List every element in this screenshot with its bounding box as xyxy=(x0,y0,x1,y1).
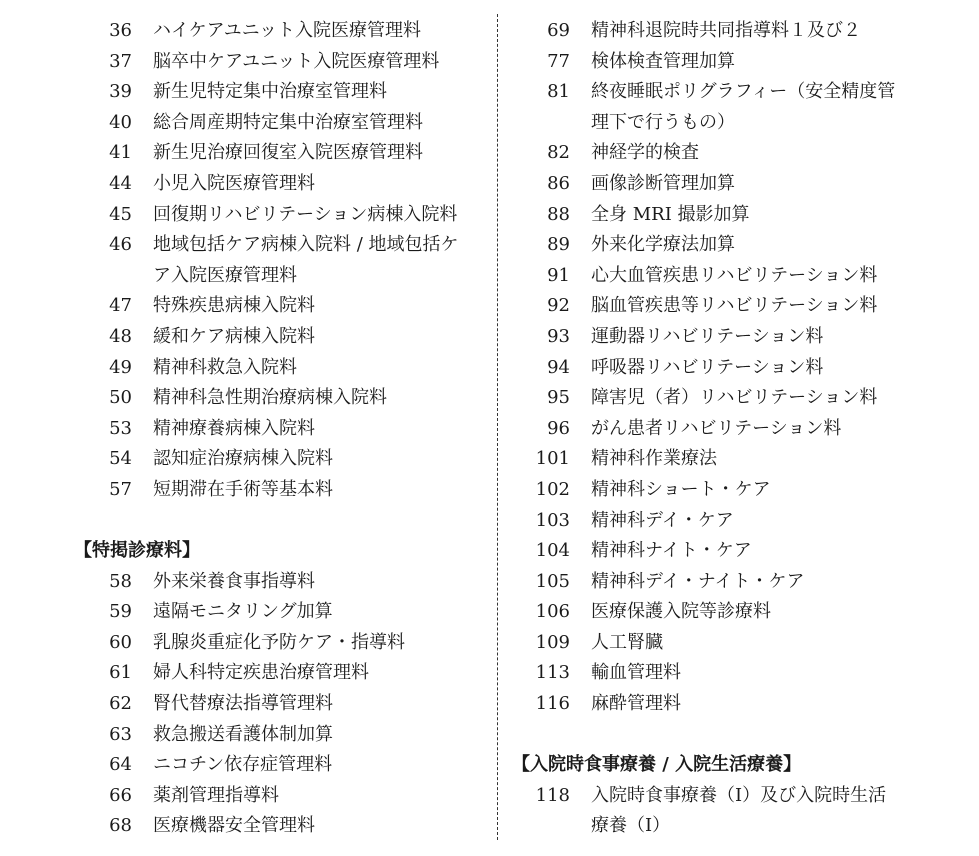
list-item xyxy=(512,628,952,659)
spacer xyxy=(74,506,494,537)
item-number: 53 xyxy=(109,417,132,439)
left-list-a xyxy=(74,16,494,506)
right-column xyxy=(512,16,952,842)
list-item xyxy=(512,322,952,353)
item-label: 精神療養病棟入院料 xyxy=(153,417,315,439)
item-number: 58 xyxy=(109,570,132,592)
list-item xyxy=(74,414,494,445)
item-label: 地域包括ケア病棟入院料 / 地域包括ケ xyxy=(153,234,459,256)
item-number: 37 xyxy=(109,50,132,72)
item-number: 49 xyxy=(109,356,132,378)
list-item xyxy=(74,597,494,628)
item-number: 69 xyxy=(547,20,570,41)
list-item xyxy=(512,261,952,292)
item-label: 精神科デイ・ナイト・ケア xyxy=(591,570,805,592)
item-label: ハイケアユニット入院医療管理料 xyxy=(153,20,422,41)
left-list-b xyxy=(74,567,494,842)
list-item xyxy=(512,200,952,231)
item-label: 婦人科特定疾患治療管理料 xyxy=(153,662,369,684)
item-number: 36 xyxy=(109,20,132,41)
item-label: 輸血管理料 xyxy=(591,662,681,684)
item-number: 68 xyxy=(109,815,132,837)
item-number: 46 xyxy=(109,234,132,256)
section-heading-nyuin-shokuji: 【入院時食事療養 / 入院生活療養】 xyxy=(512,754,802,776)
item-label: 障害児（者）リハビリテーション料 xyxy=(591,387,878,409)
item-label: 人工腎臓 xyxy=(591,631,663,653)
list-item xyxy=(74,444,494,475)
item-label: 精神科デイ・ケア xyxy=(591,509,734,531)
list-item xyxy=(74,811,494,842)
right-list-a xyxy=(512,16,952,720)
item-label-continuation: ア入院医療管理料 xyxy=(153,264,297,286)
item-label: 精神科急性期治療病棟入院料 xyxy=(153,387,387,409)
list-item xyxy=(512,47,952,78)
item-number: 105 xyxy=(535,570,570,592)
item-label: 認知症治療病棟入院料 xyxy=(153,448,333,470)
list-item xyxy=(74,689,494,720)
list-item xyxy=(74,16,494,47)
item-number: 93 xyxy=(547,325,570,347)
column-divider xyxy=(497,14,498,840)
item-label-continuation: 療養（Ⅰ） xyxy=(591,815,671,837)
list-item xyxy=(512,444,952,475)
item-label: 短期滞在手術等基本料 xyxy=(153,478,333,500)
list-item xyxy=(512,597,952,628)
item-label: 薬剤管理指導料 xyxy=(153,784,279,806)
item-label: 精神科救急入院料 xyxy=(153,356,297,378)
list-item xyxy=(512,230,952,261)
list-item xyxy=(74,47,494,78)
item-number: 103 xyxy=(535,509,570,531)
item-label: 精神科ショート・ケア xyxy=(591,478,771,500)
item-label: 終夜睡眠ポリグラフィー（安全精度管 xyxy=(591,81,896,103)
item-label: 総合周産期特定集中治療室管理料 xyxy=(153,111,423,133)
list-item xyxy=(512,475,952,506)
item-label: 遠隔モニタリング加算 xyxy=(153,601,333,623)
list-item xyxy=(74,567,494,598)
item-label: 検体検査管理加算 xyxy=(591,50,735,72)
item-label: 入院時食事療養（Ⅰ）及び入院時生活 xyxy=(591,784,887,806)
list-item xyxy=(74,720,494,751)
item-number: 96 xyxy=(547,417,570,439)
item-number: 101 xyxy=(535,448,570,470)
item-number: 62 xyxy=(109,693,132,715)
spacer xyxy=(512,720,952,751)
item-number: 41 xyxy=(109,142,132,164)
item-label: 呼吸器リハビリテーション料 xyxy=(591,356,824,378)
item-label: 医療保護入院等診療料 xyxy=(591,601,771,623)
item-number: 89 xyxy=(547,234,570,256)
list-item xyxy=(512,658,952,689)
item-number: 50 xyxy=(109,387,132,409)
list-item xyxy=(74,77,494,108)
list-item xyxy=(512,77,952,108)
left-column xyxy=(74,16,494,842)
item-number: 59 xyxy=(109,601,132,623)
list-item xyxy=(512,506,952,537)
item-label: 特殊疾患病棟入院料 xyxy=(153,295,315,317)
list-item xyxy=(74,750,494,781)
list-item xyxy=(512,536,952,567)
item-label: 新生児治療回復室入院医療管理料 xyxy=(153,142,423,164)
item-label: 救急搬送看護体制加算 xyxy=(153,723,333,745)
item-number: 86 xyxy=(547,172,570,194)
list-item xyxy=(74,628,494,659)
list-item xyxy=(512,383,952,414)
item-number: 113 xyxy=(535,662,570,684)
list-item xyxy=(74,322,494,353)
item-number: 109 xyxy=(535,631,570,653)
item-number: 66 xyxy=(109,784,132,806)
item-number: 82 xyxy=(547,142,570,164)
list-item xyxy=(74,781,494,812)
item-number: 81 xyxy=(547,81,570,103)
list-item xyxy=(512,689,952,720)
list-item xyxy=(512,291,952,322)
item-label: 心大血管疾患リハビリテーション料 xyxy=(591,264,878,286)
item-number: 94 xyxy=(547,356,570,378)
item-label: 腎代替療法指導管理料 xyxy=(153,693,333,715)
list-item xyxy=(74,475,494,506)
item-label: 画像診断管理加算 xyxy=(591,172,735,194)
item-number: 40 xyxy=(109,111,132,133)
item-label: 脳卒中ケアユニット入院医療管理料 xyxy=(153,50,440,72)
list-item xyxy=(74,169,494,200)
list-item xyxy=(512,16,952,47)
item-number: 92 xyxy=(547,295,570,317)
item-label: 緩和ケア病棟入院料 xyxy=(153,325,315,347)
item-number: 45 xyxy=(109,203,132,225)
item-label: 医療機器安全管理料 xyxy=(153,815,315,837)
list-item xyxy=(512,567,952,598)
list-item xyxy=(74,138,494,169)
item-label: 運動器リハビリテーション料 xyxy=(591,325,824,347)
item-number: 44 xyxy=(109,172,132,194)
item-label: 麻酔管理料 xyxy=(591,693,681,715)
right-list-b xyxy=(512,781,952,842)
list-item xyxy=(512,169,952,200)
item-number: 64 xyxy=(109,754,132,776)
item-number: 47 xyxy=(109,295,132,317)
item-number: 88 xyxy=(547,203,570,225)
item-number: 61 xyxy=(109,662,132,684)
section-heading-tokukei: 【特掲診療料】 xyxy=(74,540,200,562)
item-number: 106 xyxy=(535,601,570,623)
item-label: 乳腺炎重症化予防ケア・指導料 xyxy=(153,631,405,653)
item-label: ニコチン依存症管理料 xyxy=(153,754,333,776)
item-label-continuation: 理下で行うもの） xyxy=(591,111,735,133)
item-label: 新生児特定集中治療室管理料 xyxy=(153,81,387,103)
item-number: 104 xyxy=(535,540,570,562)
list-item xyxy=(512,138,952,169)
list-item xyxy=(74,291,494,322)
list-item xyxy=(512,353,952,384)
item-label: 全身 MRI 撮影加算 xyxy=(591,203,750,225)
item-number: 39 xyxy=(109,81,132,103)
item-number: 95 xyxy=(547,387,570,409)
item-label: 精神科退院時共同指導料１及び２ xyxy=(591,20,861,41)
list-item xyxy=(74,658,494,689)
item-label: がん患者リハビリテーション料 xyxy=(591,417,842,439)
list-item xyxy=(74,383,494,414)
list-item xyxy=(74,230,494,261)
item-label: 回復期リハビリテーション病棟入院料 xyxy=(153,203,458,225)
item-number: 91 xyxy=(547,264,570,286)
list-item xyxy=(74,353,494,384)
list-item xyxy=(74,108,494,139)
list-item xyxy=(512,781,952,812)
item-number: 63 xyxy=(109,723,132,745)
item-number: 116 xyxy=(535,693,570,715)
item-number: 118 xyxy=(535,784,570,806)
item-label: 外来栄養食事指導料 xyxy=(153,570,315,592)
item-label: 神経学的検査 xyxy=(591,142,699,164)
item-label: 精神科ナイト・ケア xyxy=(591,540,752,562)
item-label: 精神科作業療法 xyxy=(591,448,717,470)
item-label: 小児入院医療管理料 xyxy=(153,172,315,194)
item-number: 48 xyxy=(109,325,132,347)
list-item xyxy=(74,200,494,231)
item-number: 60 xyxy=(109,631,132,653)
item-number: 54 xyxy=(109,448,132,470)
item-number: 77 xyxy=(547,50,570,72)
list-item xyxy=(512,414,952,445)
item-number: 102 xyxy=(535,478,570,500)
item-label: 外来化学療法加算 xyxy=(591,234,735,256)
item-number: 57 xyxy=(109,478,132,500)
item-label: 脳血管疾患等リハビリテーション料 xyxy=(591,295,878,317)
